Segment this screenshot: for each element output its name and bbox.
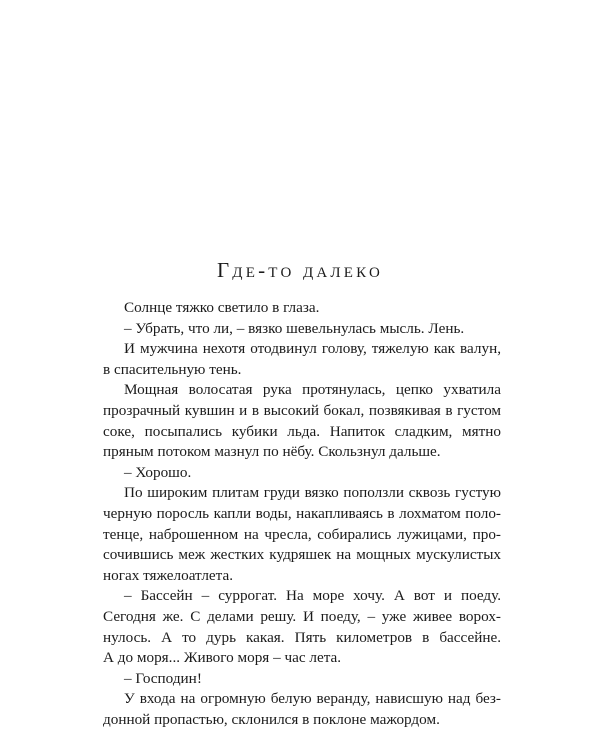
text-line: Солнце тяжко светило в глаза. — [124, 299, 320, 316]
text-line: – Господин! — [124, 669, 202, 687]
text-line: ногах тяжелоатлета. — [103, 566, 233, 584]
paragraph — [103, 339, 501, 380]
text-line: пряным потоком мазнул по нёбу. Скользнул дальше. — [103, 443, 441, 461]
text-line: А до моря... Живого моря – час лета. — [103, 649, 342, 667]
text-line: – Бассейн – суррогат. На море хочу. А вот и поеду. — [124, 587, 501, 605]
text-line: Сегодня же. С делами решу. И поеду, – уже живее ворох- — [103, 607, 501, 625]
text-line: в спасительную тень. — [103, 360, 242, 378]
text-line: У входа на огромную белую веранду, нависшую над без- — [124, 690, 501, 708]
text-line: нулось. А то дурь какая. Пять километров в бассейне. — [103, 628, 501, 646]
text-line: черную поросль капли воды, накапливаясь в лохматом поло- — [103, 504, 501, 522]
text-line: – Убрать, что ли, – вязко шевельнулась мысль. Лень. — [124, 319, 465, 337]
paragraph — [103, 669, 501, 690]
paragraph — [103, 483, 501, 586]
paragraph — [103, 380, 501, 462]
text-line: тенце, наброшенном на чресла, собирались лужицами, про- — [103, 525, 501, 543]
paragraph — [103, 463, 501, 484]
text-line: Мощная волосатая рука протянулась, цепко ухватила — [124, 381, 501, 399]
chapter-title: Где-то далеко — [216, 258, 384, 282]
paragraph — [103, 586, 501, 668]
paragraph — [103, 319, 501, 340]
text-line: сочившись меж жестких кудряшек на мощных мускулистых — [103, 546, 501, 564]
text-line: соке, посыпались кубики льда. Напиток сладким, мятно — [103, 422, 501, 440]
text-line: – Хорошо. — [124, 463, 192, 481]
text-line: донной пропастью, склонился в поклоне мажордом. — [103, 710, 440, 728]
paragraph — [103, 298, 501, 319]
text-line: По широким плитам груди вязко поползли сквозь густую — [124, 484, 501, 502]
text-line: И мужчина нехотя отодвинул голову, тяжелую как валун, — [124, 340, 501, 358]
chapter-body — [103, 298, 501, 730]
paragraph — [103, 689, 501, 730]
text-line: прозрачный кувшин и в высокий бокал, позвякивая в густом — [103, 401, 501, 419]
